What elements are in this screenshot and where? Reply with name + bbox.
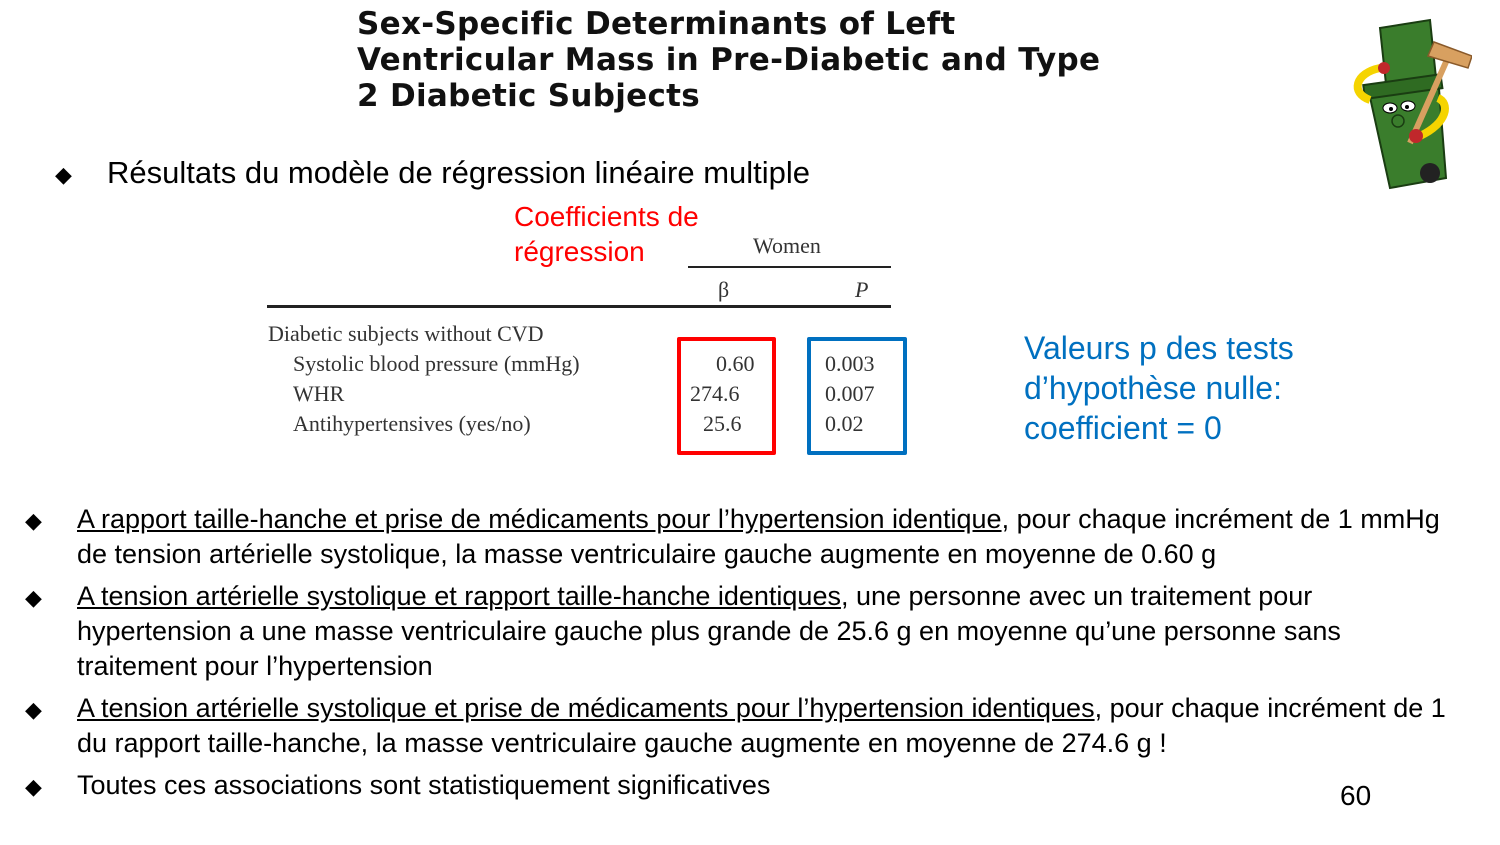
label-line: Coefficients de: [514, 201, 699, 232]
label-line: régression: [514, 236, 645, 267]
interpretation-bullet: [77, 502, 1467, 572]
section-label: Diabetic subjects without CVD: [268, 321, 544, 346]
slide-title: [357, 6, 1100, 114]
p-value: 0.003: [825, 351, 875, 376]
beta-value: 274.6: [690, 381, 740, 406]
title-line: Ventricular Mass in Pre-Diabetic and Type: [357, 42, 1101, 78]
title-line: Sex-Specific Determinants of Left: [357, 6, 956, 42]
label-line: d’hypothèse nulle:: [1024, 370, 1282, 406]
group-header: Women: [753, 233, 821, 258]
title-line: 2 Diabetic Subjects: [357, 78, 701, 114]
interpretation-bullet: [77, 579, 1467, 684]
p-highlight-box: [807, 337, 907, 455]
label-line: coefficient = 0: [1024, 410, 1222, 446]
bullet-diamond-icon: ◆: [25, 774, 42, 799]
bullet-diamond-icon: ◆: [25, 508, 42, 533]
beta-highlight-box: [677, 337, 776, 455]
page-number: 60: [1340, 780, 1372, 811]
bullet-diamond-icon: ◆: [55, 162, 72, 187]
trash-bin-mascot-icon: [1350, 18, 1472, 193]
bullet-condition: A rapport taille-hanche et prise de médicaments pour l’hypertension identique: [77, 504, 1002, 534]
label-line: Valeurs p des tests: [1024, 330, 1294, 366]
p-value: 0.007: [825, 381, 875, 406]
bullet-condition: A tension artérielle systolique et rapport taille-hanche identiques: [77, 581, 841, 611]
row-label: Antihypertensives (yes/no): [293, 411, 531, 436]
bullet-text: , pour chaque incrément de 1 du rapport taille-hanche, la masse ventriculaire gauche augmente en moyenne de 274.6 g !: [77, 693, 1446, 758]
beta-value: 0.60: [716, 351, 755, 376]
bullet-text: , pour chaque incrément de 1 mmHg de tension artérielle systolique, la masse ventriculaire gauche augmente en moyenne de 0.60 g: [77, 504, 1440, 569]
table-rule: [267, 305, 891, 308]
interpretation-bullet: [77, 691, 1467, 761]
p-value: 0.02: [825, 411, 864, 436]
beta-value: 25.6: [703, 411, 742, 436]
col-header-p: P: [855, 277, 869, 302]
conclusion-bullet: [77, 768, 1467, 803]
bullet-text: , une personne avec un traitement pour hypertension a une masse ventriculaire gauche plus grande de 25.6 g en moyenne qu’une personne sans traitement pour l’hypertension: [77, 581, 1341, 681]
header-rule: [688, 266, 891, 268]
bullet-diamond-icon: ◆: [25, 697, 42, 722]
coefficients-label: [514, 199, 699, 269]
col-header-beta: β: [718, 277, 730, 302]
bullet-diamond-icon: ◆: [25, 585, 42, 610]
bullet-text: Toutes ces associations sont statistiquement significatives: [77, 770, 771, 800]
row-label: Systolic blood pressure (mmHg): [293, 351, 580, 376]
row-label: WHR: [293, 381, 345, 406]
main-bullet-text: Résultats du modèle de régression linéaire multiple: [107, 155, 811, 190]
pvalue-label: [1024, 328, 1294, 448]
bullet-condition: A tension artérielle systolique et prise de médicaments pour l’hypertension identiques: [77, 693, 1095, 723]
